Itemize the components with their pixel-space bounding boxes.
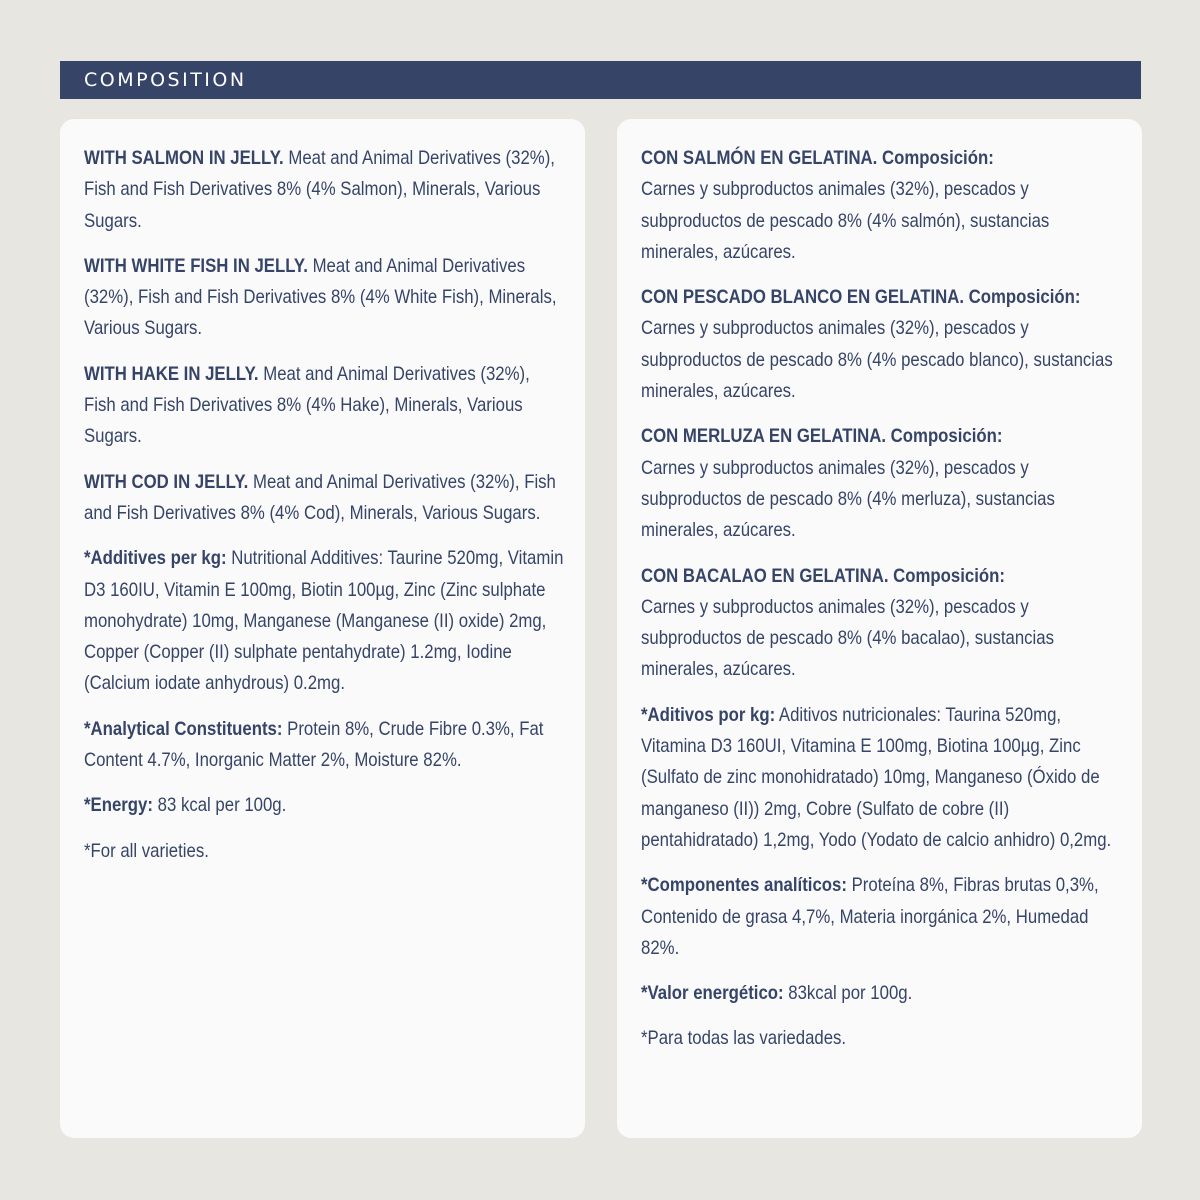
- hake-entry: [84, 359, 564, 453]
- energy-entry-es: [641, 978, 1121, 1009]
- analytical-heading-es: *Componentes analíticos:: [641, 874, 847, 897]
- hake-heading-es: CON MERLUZA EN GELATINA. Composición:: [641, 425, 1003, 448]
- cod-heading-es: CON BACALAO EN GELATINA. Composición:: [641, 564, 1005, 587]
- analytical-entry-es: [641, 870, 1121, 964]
- additives-heading: *Additives per kg:: [84, 547, 227, 570]
- analytical-text: Protein 8%, Crude Fibre 0.3%, Fat Content 4.7%, Inorganic Matter 2%, Moisture 82%.: [84, 717, 544, 772]
- hake-text: Meat and Animal Derivatives (32%), Fish and Fish Derivatives 8% (4% Hake), Minerals, Various Sugars.: [84, 362, 530, 448]
- additives-entry-es: [641, 700, 1121, 856]
- white-fish-text: Meat and Animal Derivatives (32%), Fish and Fish Derivatives 8% (4% White Fish), Minerals, Various Sugars.: [84, 254, 557, 340]
- energy-heading-es: *Valor energético:: [641, 982, 784, 1005]
- white-fish-entry-es: [641, 282, 1121, 407]
- composition-header-bar: [60, 61, 1141, 99]
- cod-entry: [84, 467, 564, 530]
- varieties-note: *For all varieties.: [84, 839, 209, 862]
- additives-heading-es: *Aditivos por kg:: [641, 703, 776, 726]
- salmon-heading: WITH SALMON IN JELLY.: [84, 147, 284, 169]
- hake-entry-es: [641, 421, 1121, 546]
- salmon-heading-es: CON SALMÓN EN GELATINA. Composición:: [641, 147, 994, 169]
- cod-text: Meat and Animal Derivatives (32%), Fish and Fish Derivatives 8% (4% Cod), Minerals, Various Sugars.: [84, 470, 556, 524]
- white-fish-heading: WITH WHITE FISH IN JELLY.: [84, 254, 308, 277]
- white-fish-entry: [84, 251, 564, 345]
- salmon-entry-es: [641, 143, 1121, 268]
- white-fish-heading-es: CON PESCADO BLANCO EN GELATINA. Composición:: [641, 286, 1081, 309]
- analytical-heading: *Analytical Constituents:: [84, 717, 283, 740]
- analytical-text-es: Proteína 8%, Fibras brutas 0,3%, Contenido de grasa 4,7%, Materia inorgánica 2%, Humedad 82%.: [641, 874, 1099, 959]
- white-fish-text-es: Carnes y subproductos animales (32%), pescados y subproductos de pescado 8% (4% pescado blanco), sustancias minerales, azúcares.: [641, 317, 1113, 403]
- cod-heading: WITH COD IN JELLY.: [84, 470, 249, 493]
- spanish-composition-panel: [617, 119, 1142, 1138]
- hake-heading: WITH HAKE IN JELLY.: [84, 362, 259, 385]
- energy-text: 83 kcal per 100g.: [152, 794, 287, 817]
- salmon-entry: [84, 143, 564, 237]
- cod-entry-es: [641, 561, 1121, 686]
- energy-heading: *Energy:: [84, 794, 153, 817]
- english-composition-panel: [60, 119, 585, 1138]
- additives-text-es: Aditivos nutricionales: Taurina 520mg, Vitamina D3 160UI, Vitamina E 100mg, Biotina 100µg, Zinc (Sulfato de zinc monohidratado) 10mg, Manganeso (Óxido de manganeso (II)) 2mg, Cobre (Sulfato de cobre (II) pentahidratado) 1,2mg, Yodo (Yodato de calcio anhidro) 0,2mg.: [641, 703, 1112, 851]
- salmon-text: Meat and Animal Derivatives (32%), Fish and Fish Derivatives 8% (4% Salmon), Minerals, Various Sugars.: [84, 147, 555, 232]
- salmon-text-es: Carnes y subproductos animales (32%), pescados y subproductos de pescado 8% (4% salmón), sustancias minerales, azúcares.: [641, 178, 1050, 263]
- additives-entry: [84, 543, 564, 699]
- energy-entry: [84, 790, 564, 821]
- varieties-note-es: *Para todas las variedades.: [641, 1027, 847, 1050]
- additives-text: Nutritional Additives: Taurine 520mg, Vitamin D3 160IU, Vitamin E 100mg, Biotin 100µg, Zinc (Zinc sulphate monohydrate) 10mg, Manganese (Manganese (II) oxide) 2mg, Copper (Copper (II) sulphate pentahydrate) 1.2mg, Iodine (Calcium iodate anhydrous) 0.2mg.: [84, 547, 564, 695]
- page-title: COMPOSITION: [84, 69, 247, 91]
- analytical-entry: [84, 714, 564, 777]
- energy-text-es: 83kcal por 100g.: [783, 982, 913, 1005]
- cod-text-es: Carnes y subproductos animales (32%), pescados y subproductos de pescado 8% (4% bacalao), sustancias minerales, azúcares.: [641, 595, 1054, 681]
- hake-text-es: Carnes y subproductos animales (32%), pescados y subproductos de pescado 8% (4% merluza), sustancias minerales, azúcares.: [641, 456, 1055, 542]
